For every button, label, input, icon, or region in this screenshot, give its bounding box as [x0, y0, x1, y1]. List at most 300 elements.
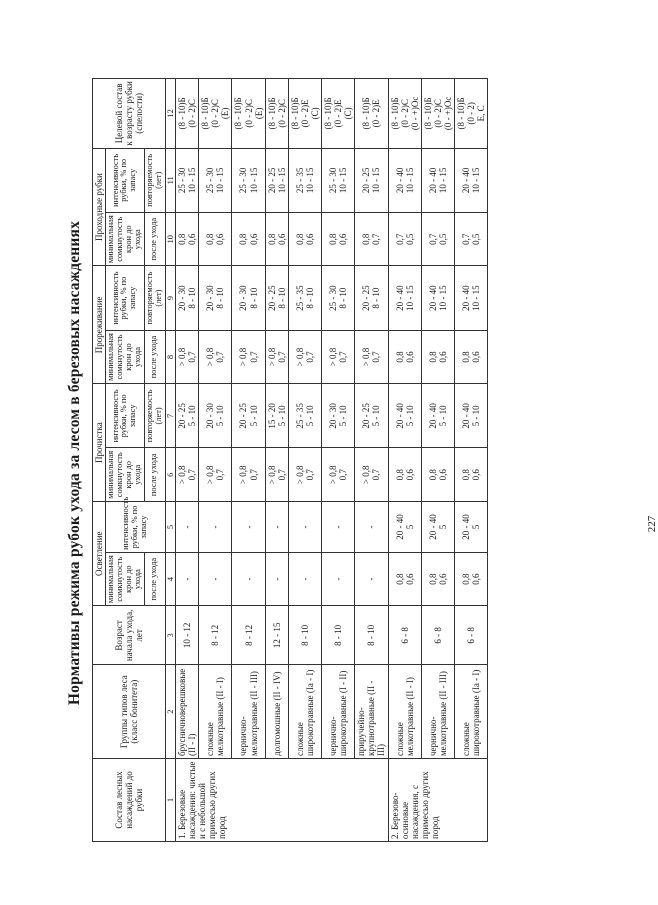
clearing-intensity-cell: -: [288, 502, 321, 553]
cleaning-density-cell: [232, 448, 265, 502]
forest-type-cell: приручейно-крупнотравные (II - III): [355, 665, 388, 759]
target-composition-cell-line: (8 - 10)Б: [177, 97, 188, 130]
passage-intensity-cell-line: 25 - 30: [177, 167, 188, 194]
thinning-density-cell-line: > 0,8: [294, 347, 305, 367]
cleaning-intensity-cell-line: 5 - 10: [371, 405, 382, 427]
passage-density-cell-line: 0,5: [471, 233, 482, 245]
passage-density-cell: [421, 212, 454, 266]
column-number: 2: [165, 665, 176, 759]
clearing-density-cell-line: 0,8: [394, 573, 405, 585]
thinning-density-cell-line: 0,6: [404, 351, 415, 363]
thinning-intensity-cell-line: 20 - 25: [266, 285, 277, 311]
target-composition-cell-line: (0 - 2)С: [276, 99, 287, 128]
cleaning-intensity-cell-line: 20 - 25: [238, 403, 249, 429]
clearing-intensity-cell: [421, 502, 454, 553]
passage-density-cell-line: 0,8: [266, 233, 277, 245]
thinning-density-cell-line: 0,8: [461, 351, 472, 363]
cleaning-intensity-cell-line: 5 - 10: [404, 405, 415, 427]
passage-intensity-cell-line: 10 - 15: [471, 167, 482, 194]
target-composition-cell: [288, 79, 321, 149]
column-number: 4: [165, 552, 176, 606]
clearing-intensity-cell: -: [355, 502, 388, 553]
passage-intensity-cell-line: 10 - 15: [404, 167, 415, 194]
cleaning-intensity-cell-line: 5 - 10: [187, 405, 198, 427]
passage-density-cell-line: 0,5: [437, 233, 448, 245]
thinning-density-cell: [388, 330, 421, 384]
passage-density-cell-line: 0,7: [427, 233, 438, 245]
passage-density-cell-line: 0,8: [177, 233, 188, 245]
passage-intensity-cell: [454, 148, 487, 212]
cleaning-density-cell-line: > 0,8: [361, 465, 372, 485]
cleaning-intensity-cell-line: 20 - 40: [427, 403, 438, 429]
start-age-cell: 8 - 10: [288, 606, 321, 665]
header-min-density: минимальная сомкнутость крон до ухода: [106, 552, 145, 606]
table-row: [388, 79, 421, 842]
cleaning-density-cell: [288, 448, 321, 502]
cleaning-density-cell-line: 0,7: [304, 469, 315, 481]
passage-intensity-cell-line: 20 - 40: [427, 167, 438, 194]
clearing-intensity-cell: -: [199, 502, 232, 553]
forest-type-cell: сложные мелкотравные (II - I): [199, 665, 232, 759]
clearing-density-cell-line: 0,8: [461, 573, 472, 585]
start-age-cell: 6 - 8: [421, 606, 454, 665]
passage-intensity-cell: [288, 148, 321, 212]
table-body: [176, 79, 488, 842]
cleaning-density-cell: [454, 448, 487, 502]
passage-intensity-cell-line: 10 - 15: [187, 167, 198, 194]
thinning-density-cell: [232, 330, 265, 384]
passage-density-cell: [288, 212, 321, 266]
clearing-intensity-cell-line: 5: [471, 524, 482, 530]
cleaning-density-cell-line: 0,7: [371, 469, 382, 481]
passage-density-cell-line: 0,8: [294, 233, 305, 245]
thinning-density-cell: [454, 330, 487, 384]
passage-intensity-cell-line: 25 - 30: [328, 167, 339, 194]
cleaning-intensity-cell-line: 20 - 40: [461, 403, 472, 429]
passage-intensity-cell-line: 10 - 15: [371, 167, 382, 194]
target-composition-cell-line: (8 - 10)Б: [266, 97, 277, 130]
clearing-density-cell: [388, 552, 421, 606]
cleaning-density-cell: [388, 448, 421, 502]
table-row: [176, 79, 199, 842]
table-row: [355, 79, 388, 842]
column-number: 11: [165, 148, 176, 212]
thinning-density-cell: [355, 330, 388, 384]
cleaning-intensity-cell-line: 20 - 30: [328, 403, 339, 429]
forest-type-cell: чернично-широкотравные (I - II): [322, 665, 355, 759]
thinning-intensity-cell-line: 20 - 40: [394, 285, 405, 311]
table-row: [199, 79, 232, 842]
header-repeat: повторяемость (лет): [144, 266, 165, 330]
cleaning-density-cell-line: 0,8: [394, 469, 405, 481]
passage-intensity-cell: [355, 148, 388, 212]
cleaning-intensity-cell-line: 20 - 25: [361, 403, 372, 429]
target-composition-cell-line: (0 - 2)Е: [333, 99, 344, 128]
thinning-intensity-cell-line: 20 - 40: [427, 285, 438, 311]
cleaning-density-cell-line: > 0,8: [238, 465, 249, 485]
cleaning-density-cell-line: 0,8: [461, 469, 472, 481]
header-after: после ухода: [144, 212, 165, 266]
clearing-density-cell: -: [232, 552, 265, 606]
cleaning-density-cell-line: > 0,8: [294, 465, 305, 485]
target-composition-cell-line: (0 - 2)С: [432, 99, 443, 128]
thinning-density-cell-line: 0,6: [437, 351, 448, 363]
thinning-intensity-cell-line: 10 - 15: [404, 285, 415, 311]
thinning-density-cell-line: 0,7: [338, 351, 349, 363]
passage-density-cell-line: 0,8: [328, 233, 339, 245]
thinning-density-cell-line: > 0,8: [205, 347, 216, 367]
thinning-density-cell-line: > 0,8: [328, 347, 339, 367]
cleaning-intensity-cell-line: 25 - 35: [294, 403, 305, 429]
passage-density-cell-line: 0,6: [187, 233, 198, 245]
clearing-density-cell-line: 0,6: [471, 573, 482, 585]
passage-density-cell: [232, 212, 265, 266]
thinning-intensity-cell-line: 25 - 35: [294, 285, 305, 311]
passage-density-cell-line: 0,7: [461, 233, 472, 245]
cleaning-intensity-cell-line: 5 - 10: [304, 405, 315, 427]
header-group-clearing: Осветление: [93, 502, 106, 606]
table-row: [454, 79, 487, 842]
target-composition-cell: [199, 79, 232, 149]
thinning-intensity-cell-line: 10 - 15: [437, 285, 448, 311]
thinning-density-cell-line: 0,7: [248, 351, 259, 363]
target-composition-cell: [176, 79, 199, 149]
table-row: [265, 79, 288, 842]
thinning-intensity-cell: [355, 266, 388, 330]
passage-density-cell: [176, 212, 199, 266]
thinning-density-cell: [199, 330, 232, 384]
target-composition-cell-line: (8 - 10)Б: [233, 97, 244, 130]
header-start-age: Возраст начала ухода, лет: [93, 606, 166, 665]
thinning-density-cell-line: 0,8: [394, 351, 405, 363]
cleaning-density-cell-line: 0,7: [338, 469, 349, 481]
clearing-intensity-cell: [454, 502, 487, 553]
clearing-intensity-cell: -: [232, 502, 265, 553]
cleaning-density-cell: [199, 448, 232, 502]
header-intensity: интенсивность рубки, % по запасу: [106, 266, 145, 330]
forest-type-cell: сложные широкотравные (Iа - I): [454, 665, 487, 759]
target-composition-cell-line: (0 - 2)Е: [299, 99, 310, 128]
cleaning-intensity-cell-line: 20 - 40: [394, 403, 405, 429]
start-age-cell: 8 - 12: [232, 606, 265, 665]
target-composition-cell-line: (Е): [220, 107, 231, 120]
passage-intensity-cell: [176, 148, 199, 212]
cleaning-density-cell-line: 0,6: [404, 469, 415, 481]
passage-intensity-cell: [232, 148, 265, 212]
passage-intensity-cell-line: 10 - 15: [248, 167, 259, 194]
clearing-density-cell: -: [322, 552, 355, 606]
passage-intensity-cell: [421, 148, 454, 212]
thinning-density-cell-line: 0,7: [187, 351, 198, 363]
page-title: Нормативы режима рубок ухода за лесом в березовых насаждениях: [66, 220, 83, 706]
thinning-intensity-cell-line: 8 - 10: [276, 287, 287, 309]
forest-type-cell: брусничноверешковые (II - I): [176, 665, 199, 759]
target-composition-cell: [232, 79, 265, 149]
cleaning-intensity-cell: [388, 384, 421, 448]
passage-density-cell-line: 0,7: [371, 233, 382, 245]
thinning-density-cell-line: 0,8: [427, 351, 438, 363]
cleaning-intensity-cell: [265, 384, 288, 448]
cleaning-density-cell: [322, 448, 355, 502]
target-composition-cell-line: (0 - 2)С: [243, 99, 254, 128]
thinning-intensity-cell-line: 20 - 30: [177, 285, 188, 311]
target-composition-cell-line: (0 - 2)С: [187, 99, 198, 128]
column-number: 6: [165, 448, 176, 502]
thinning-density-cell-line: 0,7: [215, 351, 226, 363]
forest-type-cell: долгомошные (II - IV): [265, 665, 288, 759]
header-intensity: интенсивность рубки, % по запасу: [106, 148, 145, 212]
cleaning-intensity-cell: [232, 384, 265, 448]
cleaning-density-cell-line: 0,7: [276, 469, 287, 481]
target-composition-cell: [454, 79, 487, 149]
passage-intensity-cell-line: 10 - 15: [304, 167, 315, 194]
cleaning-intensity-cell: [288, 384, 321, 448]
thinning-intensity-cell-line: 20 - 30: [238, 285, 249, 311]
target-composition-cell-line: (0 - 2)С: [210, 99, 221, 128]
cleaning-density-cell-line: > 0,8: [266, 465, 277, 485]
column-number: 9: [165, 266, 176, 330]
clearing-density-cell: -: [176, 552, 199, 606]
thinning-density-cell-line: 0,7: [276, 351, 287, 363]
start-age-cell: 6 - 8: [454, 606, 487, 665]
target-composition-cell-line: (8 - 10)Б: [361, 97, 372, 130]
target-composition-cell-line: (0 - 2)Е: [371, 99, 382, 128]
target-composition-cell-line: (0 - +)Ос: [409, 96, 420, 131]
clearing-density-cell: [454, 552, 487, 606]
cleaning-density-cell-line: 0,7: [215, 469, 226, 481]
cleaning-density-cell: [176, 448, 199, 502]
passage-density-cell-line: 0,6: [215, 233, 226, 245]
clearing-intensity-cell: -: [322, 502, 355, 553]
header-min-density: минимальная сомкнутость крон до ухода: [106, 448, 145, 502]
cleaning-density-cell-line: 0,6: [471, 469, 482, 481]
thinning-density-cell: [176, 330, 199, 384]
cleaning-intensity-cell-line: 15 - 20: [266, 403, 277, 429]
clearing-intensity-cell-line: 20 - 40: [394, 514, 405, 540]
header-intensity: интенсивность рубки, % по запасу: [106, 502, 165, 553]
cleaning-density-cell-line: 0,7: [187, 469, 198, 481]
thinning-intensity-cell-line: 8 - 10: [215, 287, 226, 309]
passage-density-cell: [265, 212, 288, 266]
target-composition-cell-line: (С): [343, 107, 354, 120]
passage-intensity-cell: [199, 148, 232, 212]
target-composition-cell-line: (8 - 10)Б: [323, 97, 334, 130]
passage-density-cell-line: 0,8: [238, 233, 249, 245]
clearing-density-cell-line: 0,6: [404, 573, 415, 585]
clearing-density-cell: [421, 552, 454, 606]
clearing-intensity-cell-line: 5: [404, 524, 415, 530]
header-after: после ухода: [144, 552, 165, 606]
cleaning-intensity-cell-line: 5 - 10: [215, 405, 226, 427]
target-composition-cell: [355, 79, 388, 149]
clearing-density-cell: -: [265, 552, 288, 606]
start-age-cell: 8 - 12: [199, 606, 232, 665]
column-number: 3: [165, 606, 176, 665]
thinning-intensity-cell: [288, 266, 321, 330]
start-age-cell: 10 - 12: [176, 606, 199, 665]
thinning-density-cell-line: > 0,8: [177, 347, 188, 367]
table-row: [232, 79, 265, 842]
target-composition-cell-line: (0 - +)Ос: [442, 96, 453, 131]
target-composition-cell-line: (8 - 10)Б: [455, 97, 466, 130]
clearing-intensity-cell-line: 20 - 40: [461, 514, 472, 540]
passage-density-cell: [355, 212, 388, 266]
passage-density-cell-line: 0,8: [361, 233, 372, 245]
passage-intensity-cell-line: 10 - 15: [215, 167, 226, 194]
table-row: [421, 79, 454, 842]
header-min-density: минимальная сомкнутость крон до ухода: [106, 212, 145, 266]
header-composition: Состав лесных насаждений до рубки: [93, 759, 166, 842]
start-age-cell: 6 - 8: [388, 606, 421, 665]
header-after: после ухода: [144, 330, 165, 384]
column-number: 7: [165, 384, 176, 448]
passage-density-cell: [322, 212, 355, 266]
thinning-intensity-cell-line: 20 - 40: [461, 285, 472, 311]
passage-intensity-cell: [388, 148, 421, 212]
clearing-intensity-cell: -: [265, 502, 288, 553]
header-after: после ухода: [144, 448, 165, 502]
passage-intensity-cell-line: 10 - 15: [276, 167, 287, 194]
header-group-thinning: Прореживание: [93, 266, 106, 384]
cleaning-density-cell-line: 0,8: [427, 469, 438, 481]
header-repeat: повторяемость (лет): [144, 148, 165, 212]
header-intensity: интенсивность рубки, % по запасу: [106, 384, 145, 448]
header-group-cleaning: Прочистка: [93, 384, 106, 502]
column-number: 1: [165, 759, 176, 842]
target-composition-cell-line: (Е): [253, 107, 264, 120]
thinning-intensity-cell-line: 25 - 30: [328, 285, 339, 311]
target-composition-cell-line: (0 - 2): [466, 102, 477, 125]
thinning-density-cell-line: 0,7: [371, 351, 382, 363]
passage-density-cell-line: 0,5: [404, 233, 415, 245]
passage-density-cell-line: 0,6: [304, 233, 315, 245]
passage-density-cell: [199, 212, 232, 266]
cleaning-intensity-cell-line: 5 - 10: [471, 405, 482, 427]
cleaning-density-cell: [355, 448, 388, 502]
target-composition-cell-line: (8 - 10)Б: [289, 97, 300, 130]
thinning-density-cell: [265, 330, 288, 384]
table-row: [288, 79, 321, 842]
rotated-sheet: [62, 78, 658, 848]
forest-type-cell: сложные мелкотравные (II - I): [388, 665, 421, 759]
thinning-intensity-cell-line: 8 - 10: [187, 287, 198, 309]
clearing-intensity-cell: [388, 502, 421, 553]
header-group-passage: Проходные рубки: [93, 148, 106, 266]
clearing-density-cell-line: 0,6: [437, 573, 448, 585]
thinning-intensity-cell-line: 8 - 10: [248, 287, 259, 309]
thinning-intensity-cell: [199, 266, 232, 330]
target-composition-cell-line: (8 - 10)Б: [200, 97, 211, 130]
thinning-density-cell: [288, 330, 321, 384]
cleaning-density-cell-line: 0,7: [248, 469, 259, 481]
passage-density-cell-line: 0,6: [338, 233, 349, 245]
composition-cell: 2. Березово-осиновые насаждения, с примесью других пород: [388, 759, 488, 842]
start-age-cell: 8 - 10: [355, 606, 388, 665]
thinning-intensity-cell-line: 8 - 10: [371, 287, 382, 309]
passage-intensity-cell-line: 25 - 30: [205, 167, 216, 194]
thinning-density-cell-line: 0,7: [304, 351, 315, 363]
thinning-density-cell-line: > 0,8: [266, 347, 277, 367]
clearing-density-cell: -: [199, 552, 232, 606]
cleaning-intensity-cell: [176, 384, 199, 448]
cleaning-intensity-cell-line: 5 - 10: [338, 405, 349, 427]
clearing-intensity-cell-line: 20 - 40: [427, 514, 438, 540]
clearing-intensity-cell-line: 5: [437, 524, 448, 530]
thinning-intensity-cell-line: 20 - 25: [361, 285, 372, 311]
cleaning-intensity-cell: [199, 384, 232, 448]
clearing-intensity-cell: -: [176, 502, 199, 553]
passage-density-cell: [454, 212, 487, 266]
thinning-intensity-cell-line: 10 - 15: [471, 285, 482, 311]
thinning-intensity-cell: [176, 266, 199, 330]
passage-density-cell: [388, 212, 421, 266]
thinning-intensity-cell: [322, 266, 355, 330]
passage-intensity-cell-line: 10 - 15: [437, 167, 448, 194]
forest-type-cell: сложные широкотравные (Iа - I): [288, 665, 321, 759]
cleaning-intensity-cell-line: 20 - 30: [205, 403, 216, 429]
clearing-density-cell: -: [355, 552, 388, 606]
thinning-intensity-cell-line: 8 - 10: [304, 287, 315, 309]
cleaning-intensity-cell: [322, 384, 355, 448]
cleaning-intensity-cell-line: 20 - 25: [177, 403, 188, 429]
start-age-cell: 8 - 10: [322, 606, 355, 665]
table-header: [93, 79, 176, 842]
column-number: 10: [165, 212, 176, 266]
cleaning-density-cell-line: > 0,8: [205, 465, 216, 485]
header-repeat: повторяемость (лет): [144, 384, 165, 448]
thinning-density-cell-line: > 0,8: [361, 347, 372, 367]
target-composition-cell: [265, 79, 288, 149]
passage-intensity-cell-line: 25 - 30: [238, 167, 249, 194]
thinning-intensity-cell-line: 8 - 10: [338, 287, 349, 309]
cleaning-intensity-cell: [454, 384, 487, 448]
cleaning-intensity-cell: [355, 384, 388, 448]
table-row: [322, 79, 355, 842]
target-composition-cell-line: Е, С: [476, 105, 487, 122]
thinning-density-cell: [421, 330, 454, 384]
cleaning-density-cell-line: > 0,8: [177, 465, 188, 485]
header-min-density: минимальная сомкнутость крон до ухода: [106, 330, 145, 384]
passage-density-cell-line: 0,7: [394, 233, 405, 245]
target-composition-cell-line: (0 - 2)С: [399, 99, 410, 128]
thinning-density-cell-line: 0,6: [471, 351, 482, 363]
cleaning-intensity-cell: [421, 384, 454, 448]
target-composition-cell: [388, 79, 421, 149]
thinning-intensity-cell: [454, 266, 487, 330]
start-age-cell: 12 - 15: [265, 606, 288, 665]
thinning-intensity-cell: [265, 266, 288, 330]
column-number: 5: [165, 502, 176, 553]
clearing-density-cell-line: 0,8: [427, 573, 438, 585]
forest-type-cell: чернично-мелкотравные (II - III): [421, 665, 454, 759]
thinning-intensity-cell: [388, 266, 421, 330]
target-composition-cell-line: (С): [309, 107, 320, 120]
header-target: Целевой состав к возрасту рубки (спелости): [93, 79, 166, 149]
cleaning-intensity-cell-line: 5 - 10: [248, 405, 259, 427]
passage-intensity-cell-line: 20 - 25: [266, 167, 277, 194]
target-composition-cell-line: (8 - 10)Б: [389, 97, 400, 130]
passage-intensity-cell: [265, 148, 288, 212]
passage-intensity-cell-line: 20 - 40: [394, 167, 405, 194]
passage-density-cell-line: 0,6: [276, 233, 287, 245]
thinning-intensity-cell-line: 20 - 30: [205, 285, 216, 311]
cleaning-intensity-cell-line: 5 - 10: [437, 405, 448, 427]
passage-density-cell-line: 0,6: [248, 233, 259, 245]
cleaning-density-cell-line: > 0,8: [328, 465, 339, 485]
cleaning-density-cell: [265, 448, 288, 502]
forest-type-cell: чернично-мелкотравные (II - III): [232, 665, 265, 759]
cleaning-density-cell-line: 0,6: [437, 469, 448, 481]
